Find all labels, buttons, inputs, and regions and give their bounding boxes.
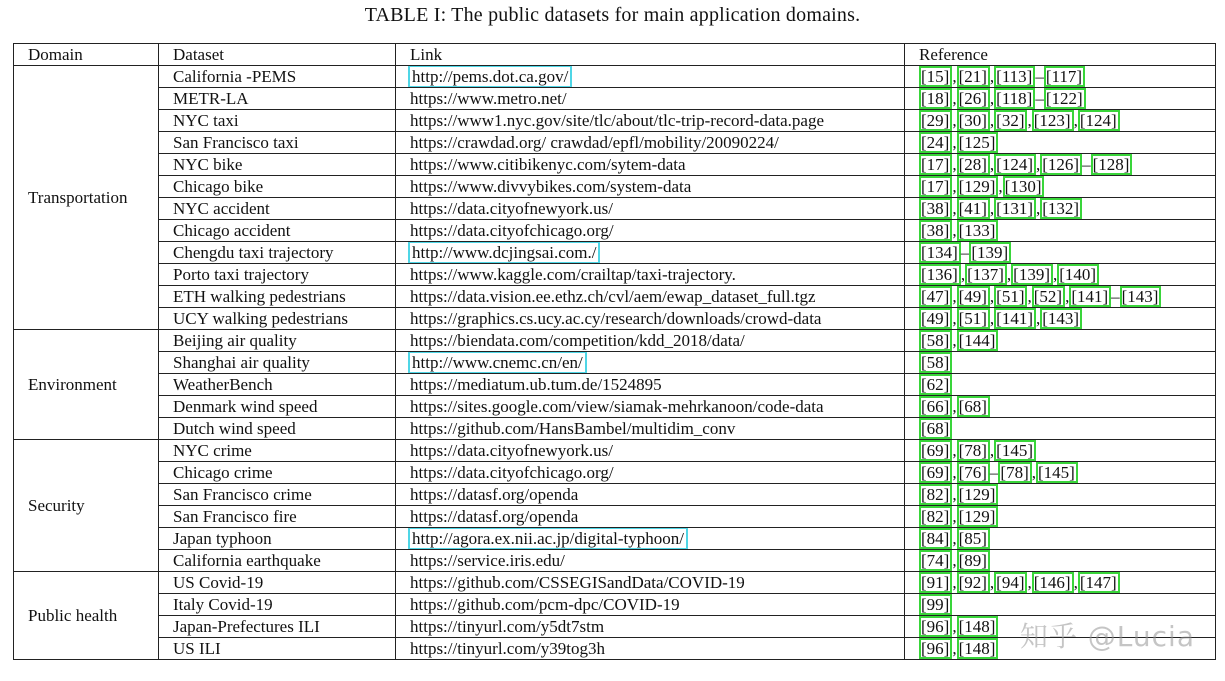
citation-separator: , — [952, 177, 957, 196]
table-row — [14, 528, 1216, 550]
reference-cell — [905, 110, 1216, 132]
dataset-cell: Chengdu taxi trajectory — [159, 242, 396, 264]
citation-link[interactable]: [66] — [919, 396, 952, 417]
dataset-link[interactable]: http://pems.dot.ca.gov/ — [412, 66, 569, 86]
citation-separator: , — [989, 287, 995, 306]
citation-link[interactable]: [96] — [919, 616, 952, 637]
citation-link[interactable]: [122] — [1044, 88, 1086, 109]
dataset-cell: NYC accident — [159, 198, 396, 220]
link-cell — [396, 154, 905, 176]
citation-link[interactable]: [141] — [1069, 286, 1111, 307]
citation-link[interactable]: [148] — [957, 638, 999, 659]
reference-cell — [905, 264, 1216, 286]
reference-cell — [905, 418, 1216, 440]
reference-cell — [905, 572, 1216, 594]
citation-link[interactable]: [137] — [965, 264, 1007, 285]
citation-link[interactable]: [82] — [919, 484, 952, 505]
citation-separator: , — [952, 507, 957, 526]
dataset-link[interactable]: https://sites.google.com/view/siamak-mehrkanoon/code-data — [410, 396, 824, 416]
dataset-link[interactable]: https://tinyurl.com/y5dt7stm — [410, 616, 605, 636]
citation-separator: , — [1027, 111, 1032, 130]
citation-link[interactable]: [41] — [957, 198, 990, 219]
reference-cell — [905, 352, 1216, 374]
dataset-link[interactable]: https://data.cityofnewyork.us/ — [410, 440, 614, 460]
citation-link[interactable]: [28] — [957, 154, 990, 175]
citation-link[interactable]: [74] — [919, 550, 952, 571]
reference-cell — [905, 440, 1216, 462]
dataset-cell: Chicago bike — [159, 176, 396, 198]
citation-separator: , — [1073, 573, 1078, 592]
citation-separator: , — [1027, 287, 1032, 306]
table-row — [14, 440, 1216, 462]
dataset-cell: Chicago crime — [159, 462, 396, 484]
table-row — [14, 484, 1216, 506]
citation-link[interactable]: [144] — [957, 330, 999, 351]
citation-separator: , — [952, 617, 957, 636]
table-row — [14, 308, 1216, 330]
header-dataset: Dataset — [159, 44, 396, 66]
table-row — [14, 286, 1216, 308]
citation-separator: , — [952, 221, 957, 240]
link-cell — [396, 330, 905, 352]
dataset-link[interactable]: https://github.com/CSSEGISandData/COVID-19 — [410, 572, 745, 592]
dataset-cell: Denmark wind speed — [159, 396, 396, 418]
dataset-cell: METR-LA — [159, 88, 396, 110]
dataset-link[interactable]: https://data.cityofchicago.org/ — [410, 220, 614, 240]
watermark: 知乎 @Lucia — [1019, 620, 1195, 653]
citation-separator: , — [952, 463, 957, 482]
dataset-link[interactable]: https://github.com/HansBambel/multidim_conv — [410, 418, 736, 438]
citation-separator: – — [1111, 287, 1120, 306]
citation-separator: , — [952, 331, 957, 350]
reference-cell — [905, 176, 1216, 198]
citation-link[interactable]: [125] — [957, 132, 999, 153]
dataset-cell: Italy Covid-19 — [159, 594, 396, 616]
link-cell — [396, 110, 905, 132]
dataset-cell: US Covid-19 — [159, 572, 396, 594]
citation-separator: , — [989, 67, 995, 86]
dataset-cell: ETH walking pedestrians — [159, 286, 396, 308]
citation-separator: , — [952, 573, 957, 592]
table-body — [14, 66, 1216, 660]
citation-link[interactable]: [99] — [919, 594, 952, 615]
citation-separator: , — [1035, 199, 1041, 218]
dataset-link[interactable]: https://graphics.cs.ucy.ac.cy/research/downloads/crowd-data — [410, 308, 822, 328]
citation-link[interactable]: [89] — [957, 550, 990, 571]
citation-separator: – — [1035, 89, 1044, 108]
citation-separator: , — [1052, 265, 1058, 284]
link-cell — [396, 198, 905, 220]
reference-cell — [905, 66, 1216, 88]
citation-separator: , — [952, 485, 957, 504]
citation-link[interactable]: [126] — [1040, 154, 1082, 175]
dataset-link[interactable]: https://datasf.org/opendа — [410, 484, 579, 504]
dataset-cell: NYC taxi — [159, 110, 396, 132]
domain-cell: Environment — [14, 330, 159, 440]
link-cell — [396, 132, 905, 154]
table-row — [14, 242, 1216, 264]
citation-link[interactable]: [69] — [919, 462, 952, 483]
citation-link[interactable]: [96] — [919, 638, 952, 659]
dataset-cell: WeatherBench — [159, 374, 396, 396]
citation-separator: , — [1027, 573, 1032, 592]
citation-link[interactable]: [51] — [994, 286, 1027, 307]
dataset-cell: Chicago accident — [159, 220, 396, 242]
citation-separator: , — [952, 309, 957, 328]
citation-separator: – — [1035, 67, 1044, 86]
dataset-link[interactable]: http://www.dcjingsai.com./ — [412, 242, 597, 262]
citation-link[interactable]: [58] — [919, 352, 952, 373]
link-cell — [396, 506, 905, 528]
link-cell — [396, 440, 905, 462]
dataset-link[interactable]: https://data.cityofnewyork.us/ — [410, 198, 614, 218]
citation-separator: , — [989, 111, 995, 130]
citation-link[interactable]: [139] — [1011, 264, 1053, 285]
citation-link[interactable]: [92] — [957, 572, 990, 593]
dataset-cell: San Francisco fire — [159, 506, 396, 528]
reference-cell — [905, 220, 1216, 242]
header-domain: Domain — [14, 44, 159, 66]
table-row — [14, 176, 1216, 198]
citation-link[interactable]: [78] — [957, 440, 990, 461]
table-row — [14, 330, 1216, 352]
dataset-link[interactable]: https://data.vision.ee.ethz.ch/cvl/aem/ewap_dataset_full.tgz — [410, 286, 816, 306]
reference-cell — [905, 616, 1216, 638]
dataset-cell: NYC bike — [159, 154, 396, 176]
citation-separator: , — [1073, 111, 1078, 130]
citation-link[interactable]: [29] — [919, 110, 952, 131]
citation-separator: , — [989, 155, 995, 174]
dataset-link[interactable]: https://biendata.com/competition/kdd_2018/data/ — [410, 330, 745, 350]
reference-cell — [905, 484, 1216, 506]
dataset-cell: Japan-Prefectures ILI — [159, 616, 396, 638]
citation-separator: , — [952, 529, 957, 548]
reference-cell — [905, 242, 1216, 264]
reference-cell — [905, 330, 1216, 352]
dataset-link[interactable]: https://tinyurl.com/y39tog3h — [410, 638, 606, 658]
citation-separator: , — [952, 155, 957, 174]
table-row — [14, 462, 1216, 484]
citation-separator: , — [952, 111, 957, 130]
dataset-link[interactable]: https://www.metro.net/ — [410, 88, 567, 108]
citation-link[interactable]: [136] — [919, 264, 961, 285]
dataset-cell: California earthquake — [159, 550, 396, 572]
dataset-cell: Porto taxi trajectory — [159, 264, 396, 286]
table-row — [14, 550, 1216, 572]
citation-separator: , — [952, 551, 957, 570]
citation-link[interactable]: [129] — [957, 506, 999, 527]
citation-separator: , — [952, 67, 957, 86]
dataset-cell: San Francisco crime — [159, 484, 396, 506]
citation-link[interactable]: [17] — [919, 154, 952, 175]
table-row — [14, 594, 1216, 616]
citation-link[interactable]: [131] — [994, 198, 1036, 219]
table-row — [14, 132, 1216, 154]
citation-link[interactable]: [124] — [994, 154, 1036, 175]
domain-cell: Security — [14, 440, 159, 572]
citation-separator: , — [952, 133, 957, 152]
link-cell — [396, 484, 905, 506]
citation-link[interactable]: [128] — [1091, 154, 1133, 175]
citation-separator: , — [1035, 309, 1041, 328]
dataset-cell: San Francisco taxi — [159, 132, 396, 154]
reference-cell — [905, 132, 1216, 154]
citation-separator: – — [960, 243, 970, 262]
citation-link[interactable]: [130] — [1003, 176, 1045, 197]
citation-separator: , — [952, 441, 957, 460]
link-cell — [396, 242, 905, 264]
citation-link[interactable]: [15] — [919, 66, 952, 87]
reference-cell — [905, 528, 1216, 550]
dataset-cell: California -PEMS — [159, 66, 396, 88]
reference-cell — [905, 506, 1216, 528]
table-row — [14, 110, 1216, 132]
citation-link[interactable]: [84] — [919, 528, 952, 549]
citation-link[interactable]: [139] — [969, 242, 1011, 263]
citation-link[interactable]: [58] — [919, 330, 952, 351]
citation-link[interactable]: [38] — [919, 220, 952, 241]
citation-link[interactable]: [21] — [957, 66, 990, 87]
citation-separator: , — [952, 89, 957, 108]
link-cell — [396, 550, 905, 572]
link-cell — [396, 528, 905, 550]
citation-link[interactable]: [129] — [957, 484, 999, 505]
citation-link[interactable]: [148] — [957, 616, 999, 637]
citation-link[interactable]: [49] — [919, 308, 952, 329]
table-row — [14, 572, 1216, 594]
link-cell — [396, 220, 905, 242]
link-cell — [396, 572, 905, 594]
citation-link[interactable]: [118] — [994, 88, 1035, 109]
link-cell — [396, 286, 905, 308]
citation-link[interactable]: [143] — [1040, 308, 1082, 329]
dataset-cell: Shanghai air quality — [159, 352, 396, 374]
link-cell — [396, 308, 905, 330]
citation-link[interactable]: [94] — [994, 572, 1027, 593]
citation-link[interactable]: [147] — [1078, 572, 1120, 593]
citation-separator: , — [1035, 155, 1041, 174]
citation-link[interactable]: [123] — [1032, 110, 1074, 131]
citation-link[interactable]: [117] — [1044, 66, 1085, 87]
citation-link[interactable]: [140] — [1057, 264, 1099, 285]
citation-link[interactable]: [69] — [919, 440, 952, 461]
citation-separator: , — [952, 199, 957, 218]
citation-link[interactable]: [143] — [1120, 286, 1162, 307]
dataset-link[interactable]: https://data.cityofchicago.org/ — [410, 462, 614, 482]
link-cell — [396, 66, 905, 88]
link-cell — [396, 176, 905, 198]
domain-cell: Public health — [14, 572, 159, 660]
link-cell — [396, 88, 905, 110]
header-reference: Reference — [905, 44, 1216, 66]
citation-separator: , — [989, 89, 995, 108]
reference-cell — [905, 308, 1216, 330]
citation-link[interactable]: [68] — [919, 418, 952, 439]
citation-link[interactable]: [26] — [957, 88, 990, 109]
citation-separator: , — [998, 177, 1003, 196]
reference-cell — [905, 198, 1216, 220]
link-cell — [396, 374, 905, 396]
link-cell — [396, 396, 905, 418]
reference-cell — [905, 550, 1216, 572]
citation-separator: , — [989, 199, 995, 218]
table-row — [14, 264, 1216, 286]
citation-link[interactable]: [124] — [1078, 110, 1120, 131]
table-row — [14, 220, 1216, 242]
citation-separator: , — [952, 287, 957, 306]
datasets-table — [13, 43, 1216, 660]
citation-separator: , — [952, 639, 957, 658]
citation-link[interactable]: [62] — [919, 374, 952, 395]
citation-link[interactable]: [146] — [1032, 572, 1074, 593]
dataset-cell: Beijing air quality — [159, 330, 396, 352]
table-row — [14, 154, 1216, 176]
link-cell — [396, 462, 905, 484]
link-cell — [396, 638, 905, 660]
reference-cell — [905, 462, 1216, 484]
citation-separator: , — [989, 309, 995, 328]
dataset-link[interactable]: https://mediatum.ub.tum.de/1524895 — [410, 374, 662, 394]
citation-link[interactable]: [85] — [957, 528, 990, 549]
link-cell — [396, 352, 905, 374]
dataset-link[interactable]: https://datasf.org/opendа — [410, 506, 579, 526]
citation-separator: , — [952, 397, 957, 416]
dataset-cell: NYC crime — [159, 440, 396, 462]
domain-cell: Transportation — [14, 66, 159, 330]
table-row — [14, 374, 1216, 396]
citation-separator: , — [989, 441, 995, 460]
citation-link[interactable]: [145] — [994, 440, 1036, 461]
reference-cell — [905, 374, 1216, 396]
dataset-link[interactable]: https://service.iris.edu/ — [410, 550, 565, 570]
citation-link[interactable]: [38] — [919, 198, 952, 219]
table-row — [14, 506, 1216, 528]
citation-separator: – — [989, 463, 999, 482]
citation-link[interactable]: [17] — [919, 176, 952, 197]
table-row — [14, 638, 1216, 660]
citation-link[interactable]: [52] — [1032, 286, 1065, 307]
citation-link[interactable]: [134] — [919, 242, 961, 263]
dataset-link[interactable]: https://www.kaggle.com/crailtap/taxi-trajectory. — [410, 264, 736, 284]
citation-link[interactable]: [18] — [919, 88, 952, 109]
citation-link[interactable]: [68] — [957, 396, 990, 417]
dataset-cell: UCY walking pedestrians — [159, 308, 396, 330]
citation-link[interactable]: [129] — [957, 176, 999, 197]
reference-cell — [905, 396, 1216, 418]
citation-link[interactable]: [32] — [994, 110, 1027, 131]
link-cell — [396, 418, 905, 440]
header-row — [14, 44, 1216, 66]
citation-separator: , — [1006, 265, 1012, 284]
citation-link[interactable]: [51] — [957, 308, 990, 329]
reference-cell — [905, 88, 1216, 110]
dataset-link[interactable]: https://github.com/pcm-dpc/COVID-19 — [410, 594, 680, 614]
link-cell — [396, 264, 905, 286]
citation-link[interactable]: [78] — [998, 462, 1031, 483]
dataset-link[interactable]: http://agora.ex.nii.ac.jp/digital-typhoon/ — [412, 528, 684, 548]
dataset-link[interactable]: https://www1.nyc.gov/site/tlc/about/tlc-trip-record-data.page — [410, 110, 825, 130]
reference-cell — [905, 594, 1216, 616]
citation-separator: , — [989, 573, 995, 592]
citation-separator: , — [960, 265, 966, 284]
table-row — [14, 88, 1216, 110]
reference-cell — [905, 154, 1216, 176]
link-cell — [396, 616, 905, 638]
dataset-cell: US ILI — [159, 638, 396, 660]
dataset-cell: Japan typhoon — [159, 528, 396, 550]
table-row — [14, 616, 1216, 638]
dataset-link[interactable]: http://www.cnemc.cn/en/ — [412, 352, 583, 372]
citation-separator: , — [1065, 287, 1070, 306]
table-row — [14, 198, 1216, 220]
citation-link[interactable]: [133] — [957, 220, 999, 241]
citation-link[interactable]: [82] — [919, 506, 952, 527]
citation-link[interactable]: [47] — [919, 286, 952, 307]
citation-link[interactable]: [24] — [919, 132, 952, 153]
citation-link[interactable]: [30] — [957, 110, 990, 131]
citation-link[interactable]: [91] — [919, 572, 952, 593]
reference-cell — [905, 638, 1216, 660]
citation-link[interactable]: [141] — [994, 308, 1036, 329]
dataset-link[interactable]: https://www.citibikenyc.com/sytem-data — [410, 154, 686, 174]
citation-link[interactable]: [132] — [1040, 198, 1082, 219]
citation-link[interactable]: [113] — [994, 66, 1035, 87]
link-cell — [396, 594, 905, 616]
dataset-cell: Dutch wind speed — [159, 418, 396, 440]
reference-cell — [905, 286, 1216, 308]
citation-link[interactable]: [145] — [1036, 462, 1078, 483]
dataset-link[interactable]: https://www.divvybikes.com/system-data — [410, 176, 692, 196]
table-row — [14, 418, 1216, 440]
table-row — [14, 396, 1216, 418]
citation-separator: – — [1082, 155, 1091, 174]
header-link: Link — [396, 44, 905, 66]
table-row — [14, 352, 1216, 374]
citation-link[interactable]: [49] — [957, 286, 990, 307]
dataset-link[interactable]: https://crawdad.org/ crawdad/epfl/mobility/20090224/ — [410, 132, 779, 152]
citation-link[interactable]: [76] — [957, 462, 990, 483]
citation-separator: , — [1031, 463, 1036, 482]
table-caption: TABLE I: The public datasets for main application domains. — [364, 4, 861, 26]
table-row — [14, 66, 1216, 88]
